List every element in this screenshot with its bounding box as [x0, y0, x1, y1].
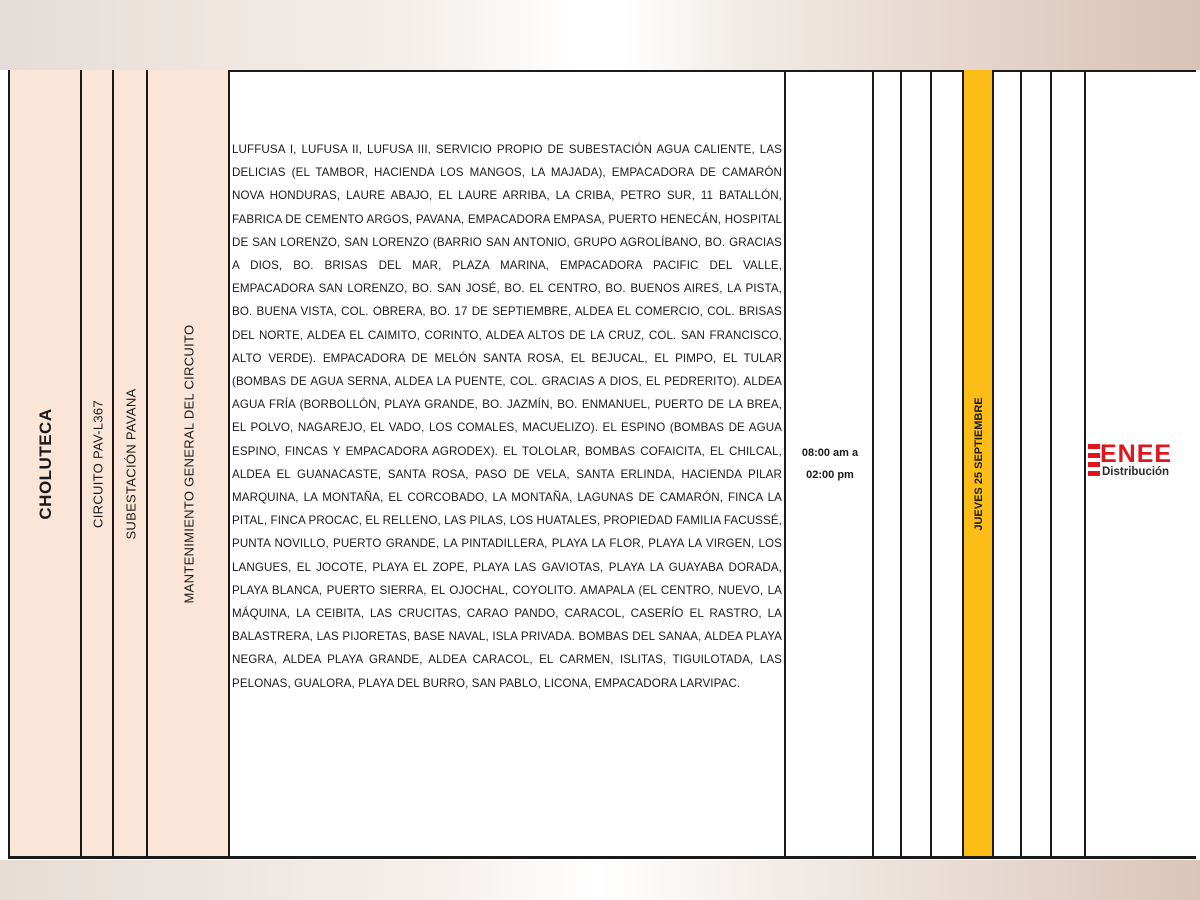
time-cell [784, 70, 874, 858]
enee-logo [1088, 442, 1192, 482]
day-cell-empty-6 [1050, 70, 1086, 858]
affected-areas-text: LUFFUSA I, LUFUSA II, LUFUSA III, SERVICIO PROPIO DE SUBESTACIÓN AGUA CALIENTE, LAS DELICIAS (EL TAMBOR, HACIENDA LOS MANGOS, LA MAJADA), EMPACADORA DE CAMARÓN NOVA HONDURAS, LAURE ABAJO, EL LAURE ARRIBA, LA CRIBA, PETRO SUR, 11 BATALLÓN, FABRICA DE CEMENTO ARGOS, PAVANA, EMPACADORA EMPASA, PUERTO HENECÁN, HOSPITAL DE SAN LORENZO, SAN LORENZO (BARRIO SAN ANTONIO, GRUPO AGROLÍBANO, BO. GRACIAS A DIOS, BO. BRISAS DEL MAR, PLAZA MARINA, EMPACADORA PACIFIC DEL VALLE, EMPACADORA SAN LORENZO, BO. SAN JOSÉ, BO. EL CENTRO, BO. BUENOS AIRES, LA PISTA, BO. BUENA VISTA, COL. OBRERA, BO. 17 DE SEPTIEMBRE, ALDEA EL COMERCIO, COL. BRISAS DEL NORTE, ALDEA EL CAIMITO, CORINTO, ALDEA ALTOS DE LA CRUZ, COL. SAN FRANCISCO, ALTO VERDE). EMPACADORA DE MELÓN SANTA ROSA, EL BEJUCAL, EL PIMPO, EL TULAR (BOMBAS DE AGUA SERNA, ALDEA LA PUENTE, COL. GRACIAS A DIOS, EL PEDRERITO). ALDEA AGUA FRÍA (BORBOLLÓN, PLAYA GRANDE, BO. JAZMÍN, BO. ENMANUEL, PUERTO DE LA BREA, EL POLVO, NAGAREJO, EL VADO, LOS COMALES, MACUELIZO). EL ESPINO (BOMBAS DE AGUA ESPINO, FINCAS Y EMPACADORA AGRODEX). EL TOLOLAR, BOMBAS COFAICITA, EL CHILCAL, ALDEA EL GUANACASTE, SANTA ROSA, PASO DE VELA, SANTA ERLINDA, HACIENDA PILAR MARQUINA, LA MONTAÑA, EL CORCOBADO, LA MONTAÑA, LAGUNAS DE CAMARÓN, FINCA LA PITAL, FINCA PROCAC, EL RELLENO, LAS PILAS, LOS HUATALES, PROPIEDAD FAMILIA FACUSSÉ, PUNTA NOVILLO, PUERTO GRANDE, LA PINTADILLERA, PLAYA LA FLOR, PLAYA LA VIRGEN, LOS LANGUES, EL JOCOTE, PLAYA EL ZOPE, PLAYA LAS GAVIOTAS, PLAYA LA GUAYABA DORADA, PLAYA BLANCA, PUERTO SIERRA, EL OJOCHAL, COYOLITO. AMAPALA (EL CENTRO, NUEVO, LA MÁQUINA, LA CEIBITA, LAS CRUCITAS, CARAO PANDO, CARACOL, CASERÍO EL RASTRO, LA BALASTRERA, LAS PIJORETAS, BASE NAVAL, ISLA PRIVADA. BOMBAS DEL SANAA, ALDEA PLAYA NEGRA, ALDEA PLAYA GRANDE, ALDEA CARACOL, EL CARMEN, ISLITAS, TIGUILOTADA, LAS PELONAS, GUALORA, PLAYA DEL BURRO, SAN PABLO, LICONA, EMPACADORA LARVIPAC. [232, 143, 782, 690]
time-start: 08:00 am a [801, 447, 859, 459]
department-label: CHOLUTECA [36, 408, 55, 520]
department-cell [8, 70, 82, 858]
photo-background-bottom [0, 860, 1200, 900]
logo-subtitle: Distribución [1102, 466, 1170, 478]
time-end: 02:00 pm [806, 469, 854, 481]
work-type-label: MANTENIMIENTO GENERAL DEL CIRCUITO [181, 324, 197, 604]
work-type-cell [146, 70, 230, 858]
day-cell-highlighted [962, 70, 994, 858]
day-cell-empty-5 [1020, 70, 1052, 858]
time-range [786, 442, 874, 486]
affected-areas-cell [228, 70, 786, 858]
day-label: JUEVES 25 SEPTIEMBRE [973, 397, 985, 531]
photo-background-top [0, 0, 1200, 70]
day-cell-empty-2 [900, 70, 932, 858]
day-cell-empty-3 [930, 70, 964, 858]
day-cell-empty-1 [872, 70, 902, 858]
outage-schedule-table [8, 70, 1196, 860]
day-cell-empty-4 [992, 70, 1022, 858]
circuit-cell [80, 70, 114, 858]
logo-cell [1084, 70, 1196, 858]
substation-label: SUBESTACIÓN PAVANA [123, 388, 139, 540]
enee-logo-icon [1088, 444, 1100, 476]
substation-cell [112, 70, 148, 858]
logo-name: ENEE [1100, 442, 1173, 468]
table-bottom-border [8, 856, 1196, 859]
circuit-label: CIRCUITO PAV-L367 [90, 400, 106, 528]
